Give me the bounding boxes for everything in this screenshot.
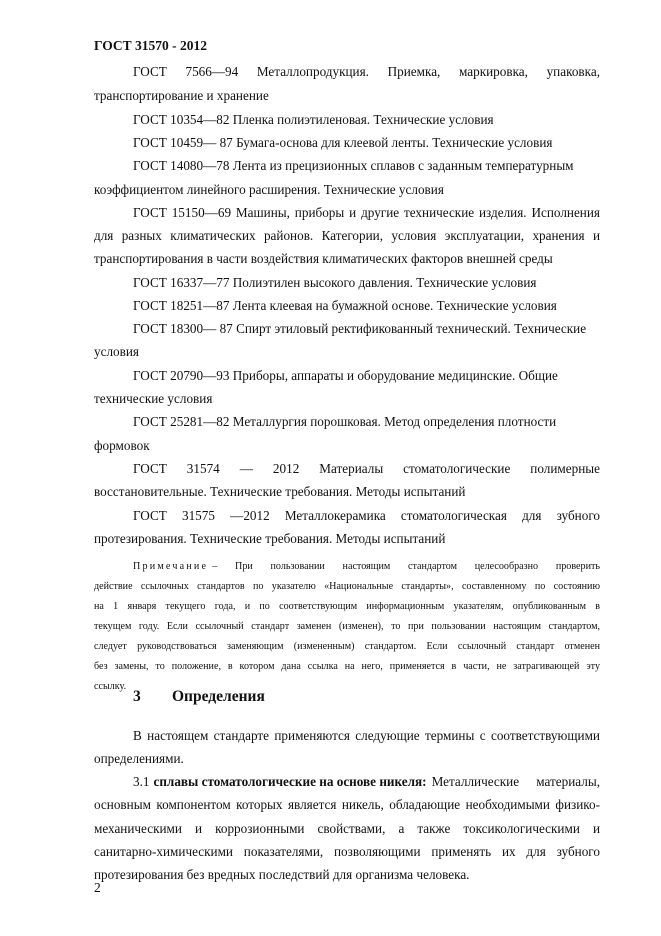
definition-line4: санитарно-химическими показателями, позволяющими применять их для зубного (94, 844, 600, 859)
definition-3-1-line1 (133, 774, 600, 790)
ref-gost-25281-line1: ГОСТ 25281—82 Металлургия порошковая. Метод определения плотности (133, 414, 557, 429)
ref-gost-18300-line2: условия (94, 344, 139, 359)
ref-gost-20790-line1: ГОСТ 20790—93 Приборы, аппараты и оборудование медицинские. Общие (133, 368, 558, 383)
ref-gost-18300-line1: ГОСТ 18300— 87 Спирт этиловый ректификованный технический. Технические (133, 321, 587, 336)
ref-gost-14080-line2: коэффициентом линейного расширения. Технические условия (94, 182, 444, 197)
document-header: ГОСТ 31570 - 2012 (94, 38, 208, 53)
section-number: 3 (133, 688, 141, 705)
ref-gost-31574-line2: восстановительные. Технические требования. Методы испытаний (94, 484, 466, 499)
ref-gost-10354: ГОСТ 10354—82 Пленка полиэтиленовая. Технические условия (133, 112, 494, 127)
ref-gost-10459: ГОСТ 10459— 87 Бумага-основа для клеевой ленты. Технические условия (133, 135, 553, 150)
ref-gost-25281-line2: формовок (94, 438, 150, 453)
ref-gost-7566-line2: транспортирование и хранение (94, 88, 269, 103)
ref-gost-15150-line1: ГОСТ 15150—69 Машины, приборы и другие технические изделия. Исполнения (133, 205, 600, 220)
ref-gost-20790-line2: технические условия (94, 391, 213, 406)
note-line4: текущем году. Если ссылочный стандарт заменен (изменен), то при пользовании настоящим стандартом, (94, 621, 600, 632)
note-line2: действие ссылочных стандартов по указателю «Национальные стандарты», составленному по состоянию (94, 581, 600, 592)
ref-gost-18251: ГОСТ 18251—87 Лента клеевая на бумажной основе. Технические условия (133, 298, 557, 313)
ref-gost-14080-line1: ГОСТ 14080—78 Лента из прецизионных сплавов с заданным температурным (133, 158, 574, 173)
section-title: Определения (172, 688, 265, 705)
definition-line3: механическими и коррозионными свойствами, а также токсикологическими и (94, 821, 600, 836)
section-intro-line1: В настоящем стандарте применяются следующие термины с соответствующими (133, 728, 600, 743)
note-line1 (133, 561, 600, 572)
ref-gost-31574-line1: ГОСТ 31574 — 2012 Материалы стоматологические полимерные (133, 461, 600, 476)
ref-gost-15150-line2: для разных климатических районов. Категории, условия эксплуатации, хранения и (94, 228, 600, 243)
section-intro-line2: определениями. (94, 751, 184, 766)
definition-term: сплавы стоматологические на основе никеля: (153, 774, 427, 789)
note-line5: следует руководствоваться заменяющим (измененным) стандартом. Если ссылочный стандарт отменен (94, 641, 600, 652)
ref-gost-31575-line1: ГОСТ 31575 —2012 Металлокерамика стоматологическая для зубного (133, 508, 600, 523)
note-line7: ссылку. (94, 681, 127, 692)
note-label: Примечание (133, 561, 209, 572)
definition-line2: основным компонентом которых является никель, обладающие необходимыми физико- (94, 797, 600, 812)
definition-number: 3.1 (133, 774, 150, 789)
page-number: 2 (94, 880, 101, 895)
note-line3: на 1 января текущего года, и по соответствующим информационным указателям, опубликованным в (94, 601, 600, 612)
ref-gost-15150-line3: транспортирования в части воздействия климатических факторов внешней среды (94, 251, 553, 266)
definition-line5: протезирования без вредных последствий для организма человека. (94, 867, 470, 882)
ref-gost-7566-line1: ГОСТ 7566—94 Металлопродукция. Приемка, маркировка, упаковка, (133, 64, 600, 79)
note-line1-text: – При пользовании настоящим стандартом целесообразно проверить (212, 561, 600, 572)
note-line6: без замены, то положение, в котором дана ссылка на него, применяется в части, не затрагивающей эту (94, 661, 600, 672)
ref-gost-31575-line2: протезирования. Технические требования. Методы испытаний (94, 531, 446, 546)
ref-gost-16337: ГОСТ 16337—77 Полиэтилен высокого давления. Технические условия (133, 275, 537, 290)
definition-line1-rest: Металлические материалы, (431, 774, 600, 789)
